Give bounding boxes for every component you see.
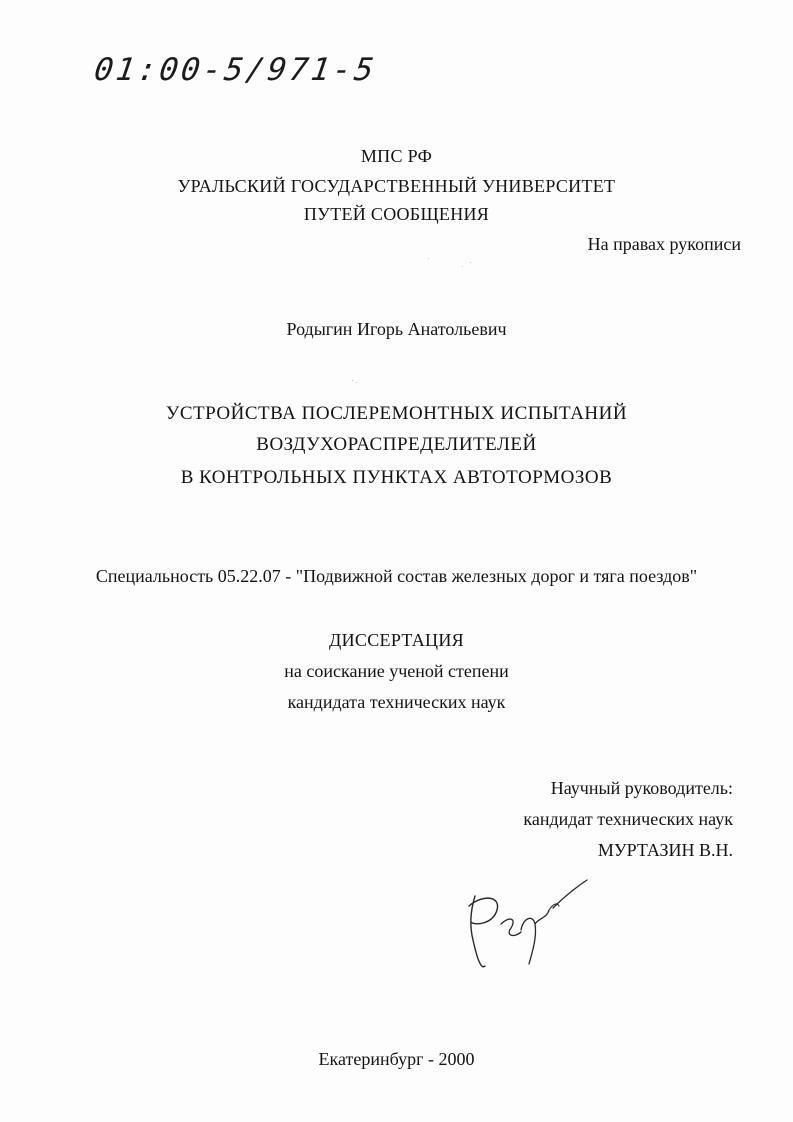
supervisor-degree: кандидат технических наук: [523, 809, 733, 829]
handwritten-signature: [463, 874, 593, 974]
university-name-line-1: УРАЛЬСКИЙ ГОСУДАРСТВЕННЫЙ УНИВЕРСИТЕТ: [177, 176, 616, 196]
scan-speck: [470, 262, 471, 263]
ministry-name: МПС РФ: [360, 146, 433, 166]
archive-number: 01:00-5/971-5: [92, 52, 379, 88]
supervisor-name: МУРТАЗИН В.Н.: [597, 840, 733, 860]
scan-speck: [462, 266, 463, 267]
manuscript-rights-note: На правах рукописи: [587, 234, 741, 254]
degree-line-1: на соискание ученой степени: [284, 661, 509, 681]
scan-speck: [352, 380, 353, 381]
specialty-line: Специальность 05.22.07 - "Подвижной состав железных дорог и тяга поездов": [95, 566, 698, 586]
author-name: Родыгин Игорь Анатольевич: [286, 319, 507, 339]
supervisor-label: Научный руководитель:: [550, 778, 733, 798]
work-type: ДИССЕРТАЦИЯ: [329, 630, 464, 650]
thesis-title-line-3: В КОНТРОЛЬНЫХ ПУНКТАХ АВТОТОРМОЗОВ: [180, 467, 613, 488]
university-name-line-2: ПУТЕЙ СООБЩЕНИЯ: [303, 204, 490, 224]
thesis-title-line-2: ВОЗДУХОРАСПРЕДЕЛИТЕЛЕЙ: [256, 434, 537, 455]
place-and-year: Екатеринбург - 2000: [318, 1049, 475, 1069]
scan-speck: [428, 258, 429, 259]
thesis-title-line-1: УСТРОЙСТВА ПОСЛЕРЕМОНТНЫХ ИСПЫТАНИЙ: [165, 403, 628, 424]
scan-speck: [356, 382, 357, 383]
degree-line-2: кандидата технических наук: [287, 692, 506, 712]
